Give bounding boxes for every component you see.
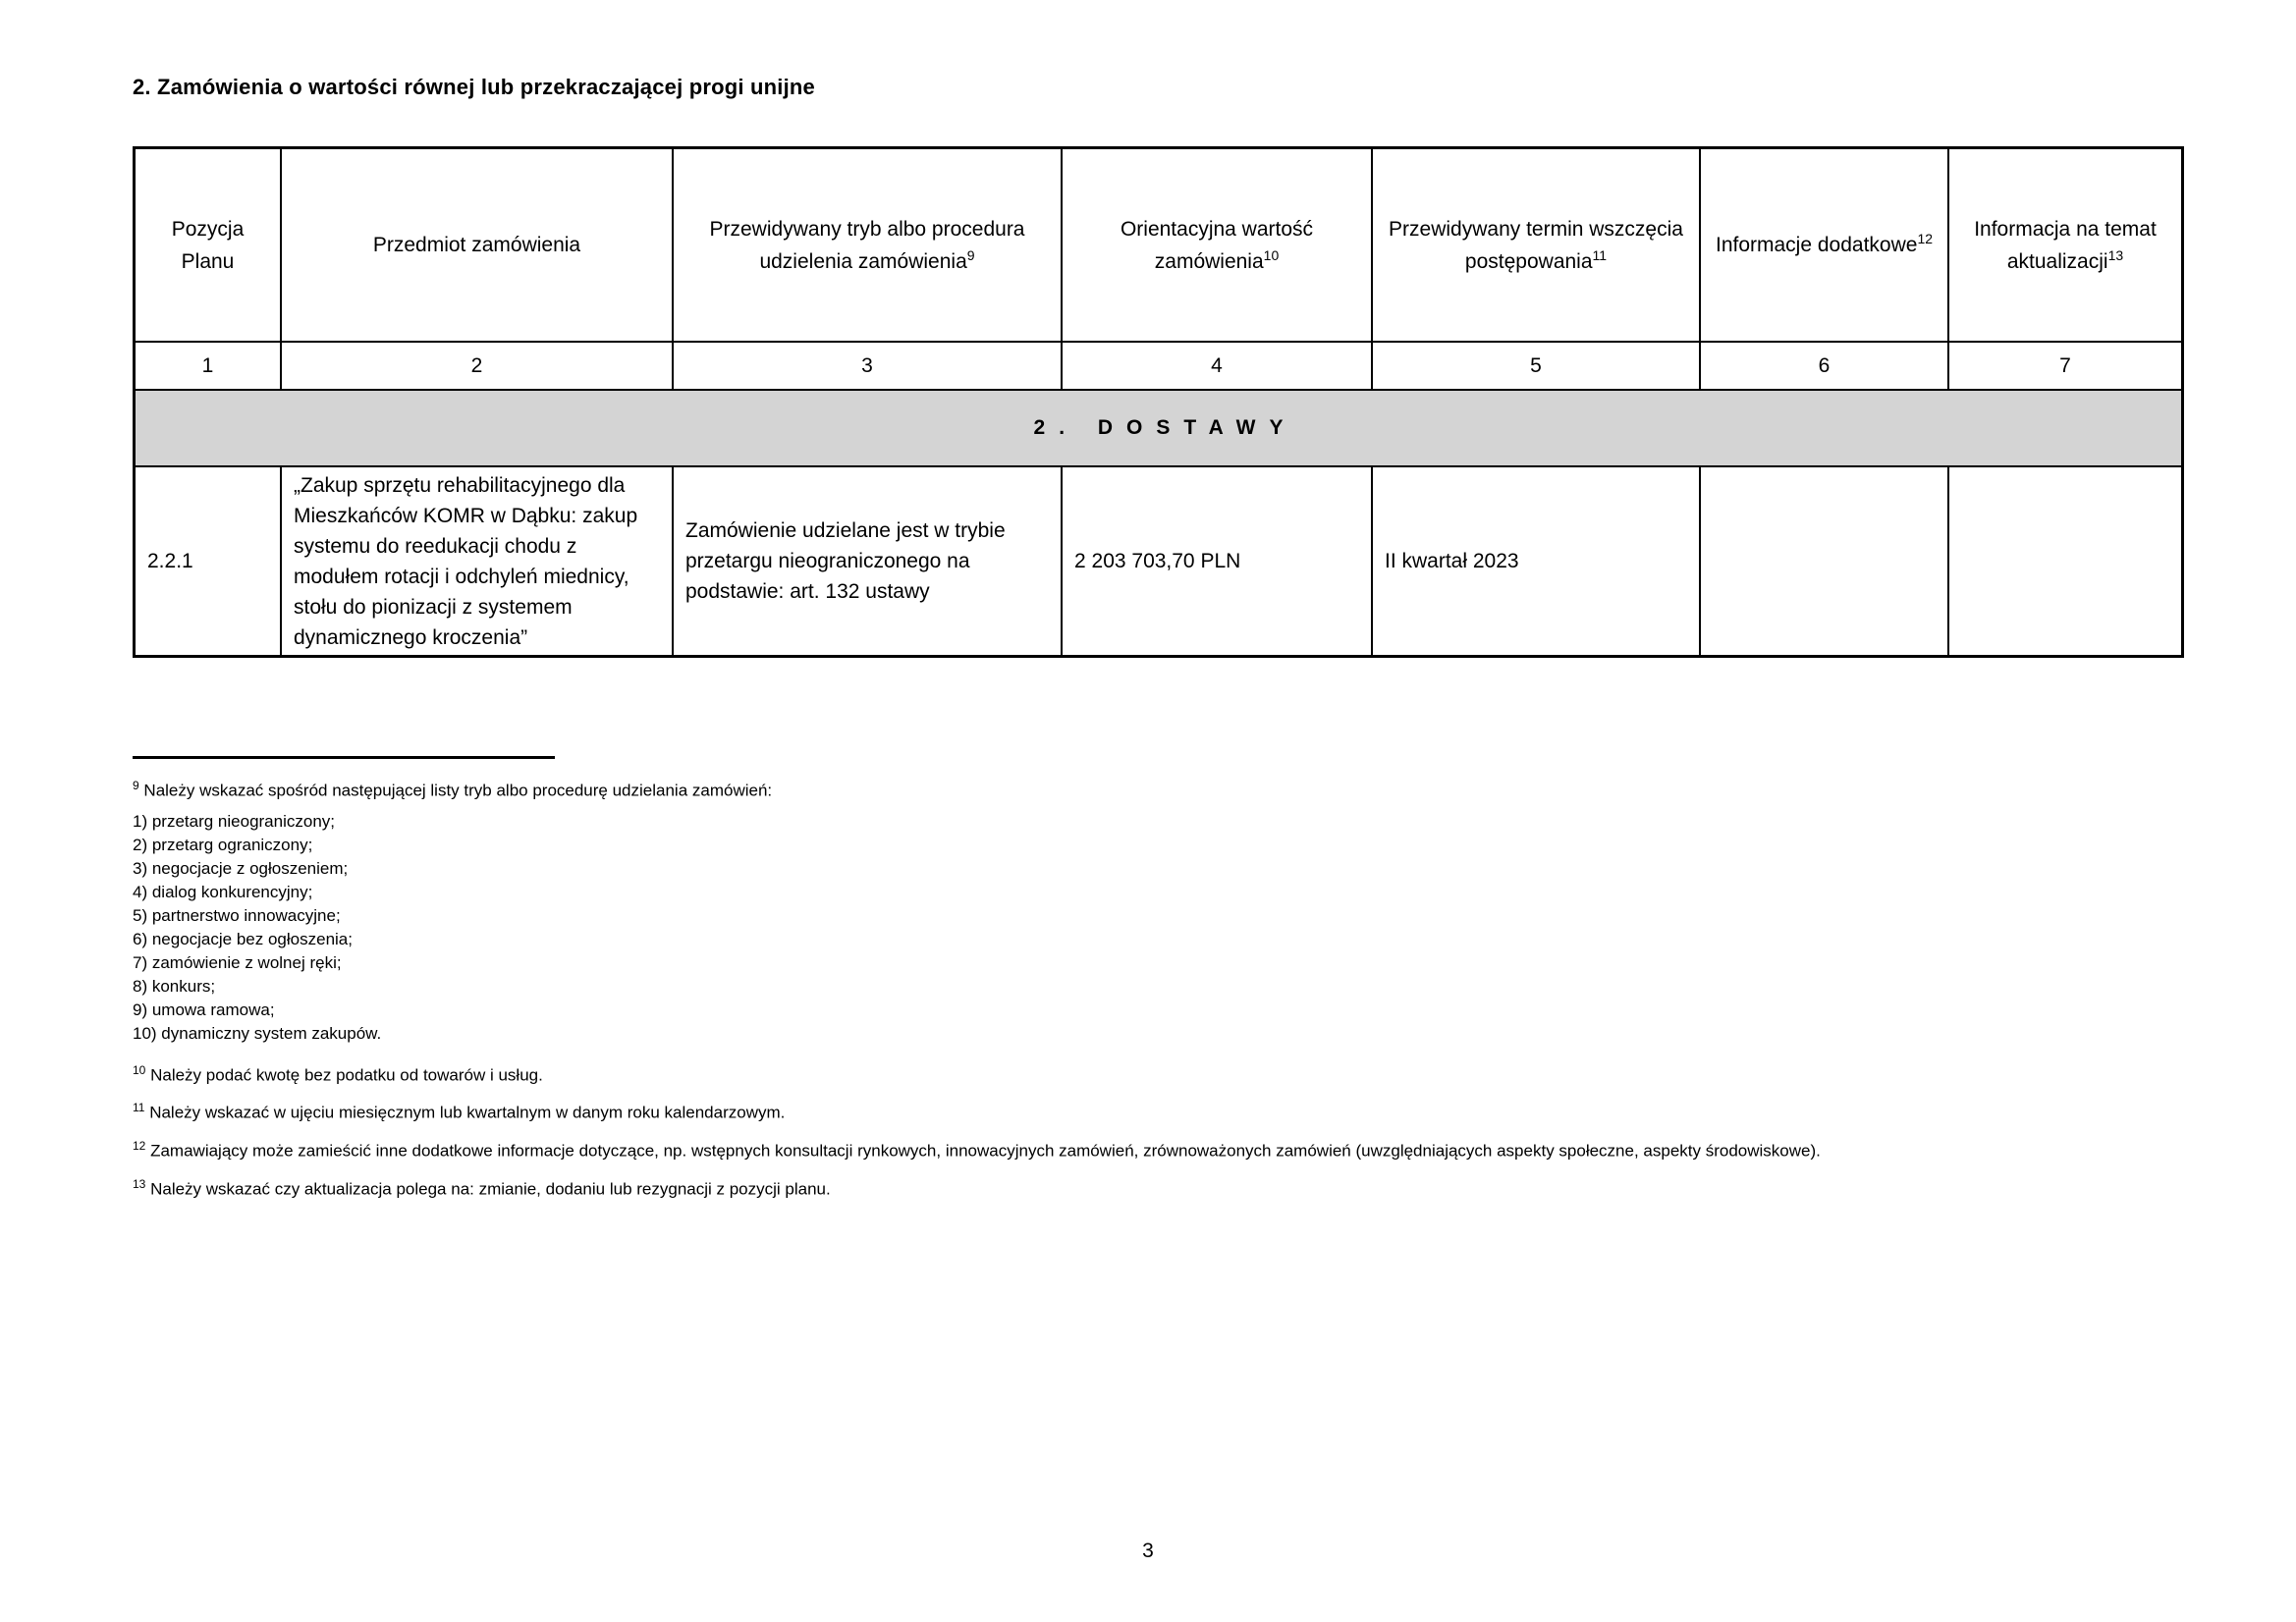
footnote-marker: 11	[133, 1101, 145, 1115]
footnote-list-item: 5) partnerstwo innowacyjne;	[133, 905, 341, 925]
cell-tryb-procedura: Zamówienie udzielane jest w trybie przetargu nieograniczonego na podstawie: art. 132 ustawy	[674, 467, 1063, 655]
column-header-label: Przewidywany termin wszczęcia postępowania$^{11}$	[1389, 217, 1683, 273]
footnote-ref-11: 11	[1592, 246, 1608, 263]
cell-pozycja-planu: 2.2.1	[136, 467, 282, 655]
footnote-ref-9: 9	[966, 246, 975, 263]
section-header-dostawy: 2. DOSTAWY	[136, 391, 2181, 465]
footnote-list-item: 2) przetarg ograniczony;	[133, 835, 313, 854]
footnote-separator-rule	[133, 756, 555, 759]
footnote-list-item: 7) zamówienie z wolnej ręki;	[133, 952, 342, 972]
column-header-informacje-dodatkowe	[1701, 149, 1949, 341]
column-header-pozycja-planu	[136, 149, 282, 341]
procurement-table	[133, 146, 2184, 658]
column-number-row	[136, 343, 2181, 391]
footnote-marker: 9	[133, 779, 139, 792]
footnote-marker: 10	[133, 1062, 146, 1077]
footnote-10	[133, 1059, 2165, 1087]
column-header-label: Pozycja Planu	[171, 217, 245, 273]
footnote-12	[133, 1135, 2165, 1162]
footnote-list-item: 6) negocjacje bez ogłoszenia;	[133, 929, 353, 948]
column-header-label: Orientacyjna wartość zamówienia$^{10}$	[1120, 217, 1314, 273]
column-number: 4	[1063, 343, 1373, 389]
footnote-list-item: 9) umowa ramowa;	[133, 1000, 275, 1019]
cell-wartosc-zamowienia: 2 203 703,70 PLN	[1063, 467, 1373, 655]
footnote-marker: 13	[133, 1176, 146, 1191]
column-header-label: Przedmiot zamówienia	[372, 234, 581, 256]
footnote-list-item: 10) dynamiczny system zakupów.	[133, 1023, 382, 1043]
footnote-list-item: 1) przetarg nieograniczony;	[133, 811, 336, 831]
footnote-list-item: 3) negocjacje z ogłoszeniem;	[133, 858, 349, 878]
footnote-text: Należy wskazać czy aktualizacja polega na: zmianie, dodaniu lub rezygnacji z pozycji planu.	[150, 1179, 831, 1199]
footnote-ref-12: 12	[1917, 231, 1934, 246]
footnote-marker: 12	[133, 1138, 146, 1153]
column-number: 2	[282, 343, 674, 389]
footnote-list-item: 8) konkurs;	[133, 976, 216, 996]
section-header-row	[136, 391, 2181, 467]
cell-aktualizacja	[1949, 467, 2181, 655]
column-header-aktualizacja	[1949, 149, 2181, 341]
footnote-text: Zamawiający może zamieścić inne dodatkowe informacje dotyczące, np. wstępnych konsultacji rynkowych, innowacyjnych zamówień, zrównoważonych zamówień (uwzględniających aspekty społeczne, aspekty środowiskowe).	[150, 1141, 1821, 1161]
footnote-13	[133, 1173, 2165, 1201]
column-header-label: Informacje dodatkowe$^{12}$	[1715, 231, 1934, 256]
page-title: 2. Zamówienia o wartości równej lub przekraczającej progi unijne	[133, 75, 815, 99]
column-header-przedmiot	[282, 149, 674, 341]
table-row	[136, 467, 2181, 655]
column-number: 1	[136, 343, 282, 389]
footnote-text: Należy podać kwotę bez podatku od towarów i usług.	[150, 1065, 543, 1085]
column-number: 3	[674, 343, 1063, 389]
footnotes-section	[133, 756, 2165, 1200]
column-header-label: Informacja na temat aktualizacji$^{13}$	[1974, 217, 2157, 273]
column-number: 7	[2059, 353, 2071, 377]
footnote-9	[133, 775, 2165, 802]
footnote-ref-10: 10	[1263, 246, 1280, 263]
footnote-9-list	[133, 810, 2165, 1046]
footnote-text: Należy wskazać w ujęciu miesięcznym lub kwartalnym w danym roku kalendarzowym.	[149, 1103, 786, 1122]
footnote-list-item: 4) dialog konkurencyjny;	[133, 882, 313, 901]
column-header-termin	[1373, 149, 1701, 341]
cell-informacje-dodatkowe	[1701, 467, 1949, 655]
column-header-wartosc	[1063, 149, 1373, 341]
cell-termin-wszczecia: II kwartał 2023	[1373, 467, 1701, 655]
footnote-ref-13: 13	[2107, 246, 2124, 263]
footnote-text: Należy wskazać spośród następującej listy tryb albo procedurę udzielania zamówień:	[143, 781, 773, 800]
cell-przedmiot-zamowienia: „Zakup sprzętu rehabilitacyjnego dla Mieszkańców KOMR w Dąbku: zakup systemu do reedukacji chodu z modułem rotacji i odchyleń miednicy, stołu do pionizacji z systemem dynamicznego kroczenia”	[282, 467, 674, 655]
column-header-tryb	[674, 149, 1063, 341]
footnote-11	[133, 1097, 2165, 1124]
column-header-label: Przewidywany tryb albo procedura udzielenia zamówienia$^9$	[709, 217, 1025, 273]
column-number: 6	[1701, 343, 1949, 389]
page-number: 3	[1142, 1540, 1154, 1562]
table-header-row	[136, 149, 2181, 343]
column-number: 5	[1373, 343, 1701, 389]
